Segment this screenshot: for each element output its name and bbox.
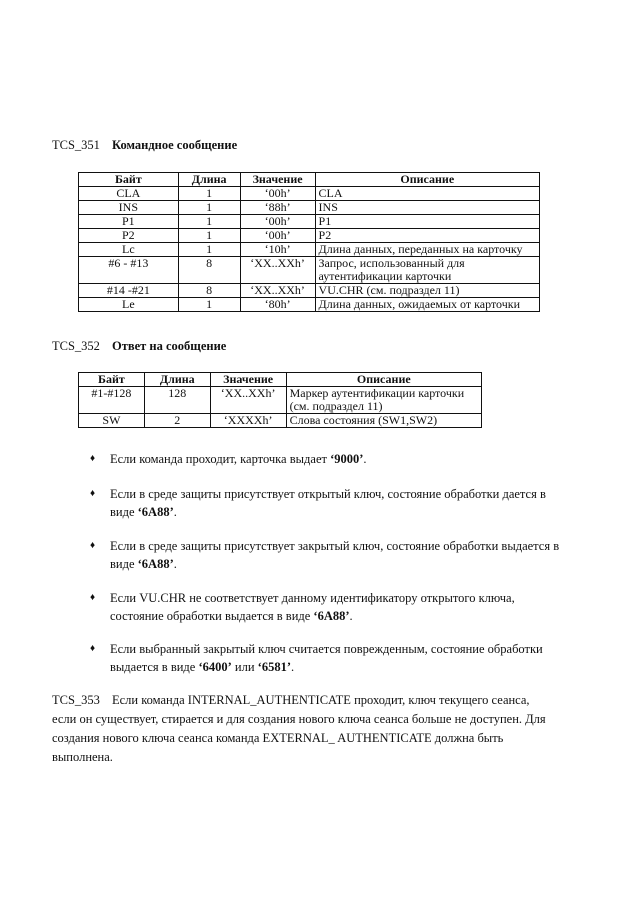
bullet-text-part: . (173, 505, 177, 519)
cell-value: ‘00h’ (240, 229, 315, 243)
requirement-id: TCS_351 (52, 138, 100, 152)
bullet-diamond-icon: ♦ (90, 592, 96, 603)
bullet-text-part: . (290, 660, 295, 674)
bullet-diamond-icon: ♦ (90, 488, 96, 499)
section-title: Командное сообщение (112, 138, 238, 152)
bullet-diamond-icon: ♦ (90, 540, 96, 551)
status-bullet (90, 485, 560, 521)
cell-length: 1 (178, 215, 240, 229)
table-row (79, 229, 540, 243)
header-value: Значение (210, 373, 286, 387)
bullet-text (110, 450, 560, 468)
table-row (79, 284, 540, 298)
bullet-text (110, 640, 560, 676)
bullet-diamond-icon: ♦ (90, 643, 96, 654)
table-row (79, 215, 540, 229)
command-message-table (78, 172, 540, 312)
response-message-table (78, 372, 482, 428)
header-value: Значение (240, 173, 315, 187)
cell-byte: SW (79, 414, 145, 428)
cell-length: 1 (178, 298, 240, 312)
cell-length: 2 (144, 414, 210, 428)
status-code: ‘6A88’ (137, 557, 174, 571)
cell-value: ‘XXXXh’ (210, 414, 286, 428)
header-description: Описание (315, 173, 539, 187)
bullet-text-part: Если VU.CHR не соответствует данному идентификатору открытого ключа, состояние обработки выдается в виде (110, 591, 515, 623)
header-length: Длина (144, 373, 210, 387)
status-code: ‘6400’ (198, 660, 232, 674)
table-row (79, 243, 540, 257)
bullet-text-part: Если в среде защиты присутствует открытый ключ, состояние обработки дается в виде (110, 487, 546, 519)
bullet-text (110, 537, 560, 573)
cell-byte: #6 - #13 (79, 257, 179, 284)
bullet-diamond-icon: ♦ (90, 453, 96, 464)
requirement-id: TCS_353 (52, 693, 100, 707)
cell-description: Запрос, использованный для аутентификации карточки (315, 257, 539, 284)
cell-byte: P2 (79, 229, 179, 243)
section-heading-351 (52, 138, 237, 153)
cell-length: 1 (178, 187, 240, 201)
table-header-row (79, 173, 540, 187)
bullet-text-part: Если в среде защиты присутствует закрытый ключ, состояние обработки выдается в виде (110, 539, 560, 571)
status-bullet (90, 589, 560, 625)
section-title: Ответ на сообщение (112, 339, 227, 353)
cell-value: ‘00h’ (240, 215, 315, 229)
status-code: ‘6A88’ (137, 505, 174, 519)
table-row (79, 187, 540, 201)
cell-value: ‘80h’ (240, 298, 315, 312)
cell-description: Длина данных, переданных на карточку (315, 243, 539, 257)
cell-description: Длина данных, ожидаемых от карточки (315, 298, 539, 312)
header-byte: Байт (79, 373, 145, 387)
status-code: ‘9000’ (330, 452, 364, 466)
cell-description: Слова состояния (SW1,SW2) (286, 414, 481, 428)
cell-byte: CLA (79, 187, 179, 201)
cell-description: P2 (315, 229, 539, 243)
bullet-text-part: . (349, 609, 353, 623)
status-code: ‘6A88’ (313, 609, 350, 623)
table-row (79, 201, 540, 215)
cell-byte: Le (79, 298, 179, 312)
cell-byte: #1-#128 (79, 387, 145, 414)
cell-byte: #14 -#21 (79, 284, 179, 298)
table-row (79, 257, 540, 284)
cell-byte: INS (79, 201, 179, 215)
status-bullet (90, 640, 560, 676)
cell-length: 8 (178, 284, 240, 298)
status-bullet (90, 537, 560, 573)
section-353-paragraph (52, 691, 552, 767)
table-row (79, 298, 540, 312)
cell-length: 1 (178, 229, 240, 243)
header-description: Описание (286, 373, 481, 387)
cell-length: 1 (178, 201, 240, 215)
cell-value: ‘XX..XXh’ (240, 257, 315, 284)
table-header-row (79, 373, 482, 387)
cell-length: 128 (144, 387, 210, 414)
cell-length: 8 (178, 257, 240, 284)
cell-value: ‘10h’ (240, 243, 315, 257)
bullet-text-part: Если выбранный закрытый ключ считается поврежденным, состояние обработки выдается в виде (110, 642, 543, 674)
header-length: Длина (178, 173, 240, 187)
cell-length: 1 (178, 243, 240, 257)
bullet-text-part: Если команда проходит, карточка выдает (110, 452, 331, 466)
bullet-text (110, 589, 560, 625)
table-row (79, 387, 482, 414)
status-code: ‘6581’ (257, 660, 291, 674)
cell-value: ‘00h’ (240, 187, 315, 201)
cell-value: ‘XX..XXh’ (210, 387, 286, 414)
bullet-text (110, 485, 560, 521)
cell-description: INS (315, 201, 539, 215)
bullet-text-part: или (231, 660, 258, 674)
cell-byte: Lc (79, 243, 179, 257)
status-bullet (90, 450, 560, 468)
cell-byte: P1 (79, 215, 179, 229)
cell-description: VU.CHR (см. подраздел 11) (315, 284, 539, 298)
cell-description: P1 (315, 215, 539, 229)
bullet-text-part: . (173, 557, 177, 571)
bullet-text-part: . (363, 452, 367, 466)
cell-description: CLA (315, 187, 539, 201)
header-byte: Байт (79, 173, 179, 187)
cell-description: Маркер аутентификации карточки (см. подраздел 11) (286, 387, 481, 414)
cell-value: ‘XX..XXh’ (240, 284, 315, 298)
table-row (79, 414, 482, 428)
section-heading-352 (52, 339, 226, 354)
paragraph-text: Если команда INTERNAL_AUTHENTICATE проходит, ключ текущего сеанса, если он существует, стирается и для создания нового ключа сеанса больше не доступен. Для создания нового ключа сеанса команда EXTERNAL_ AUTHENTICATE должна быть выполнена. (52, 693, 546, 764)
requirement-id: TCS_352 (52, 339, 100, 353)
cell-value: ‘88h’ (240, 201, 315, 215)
